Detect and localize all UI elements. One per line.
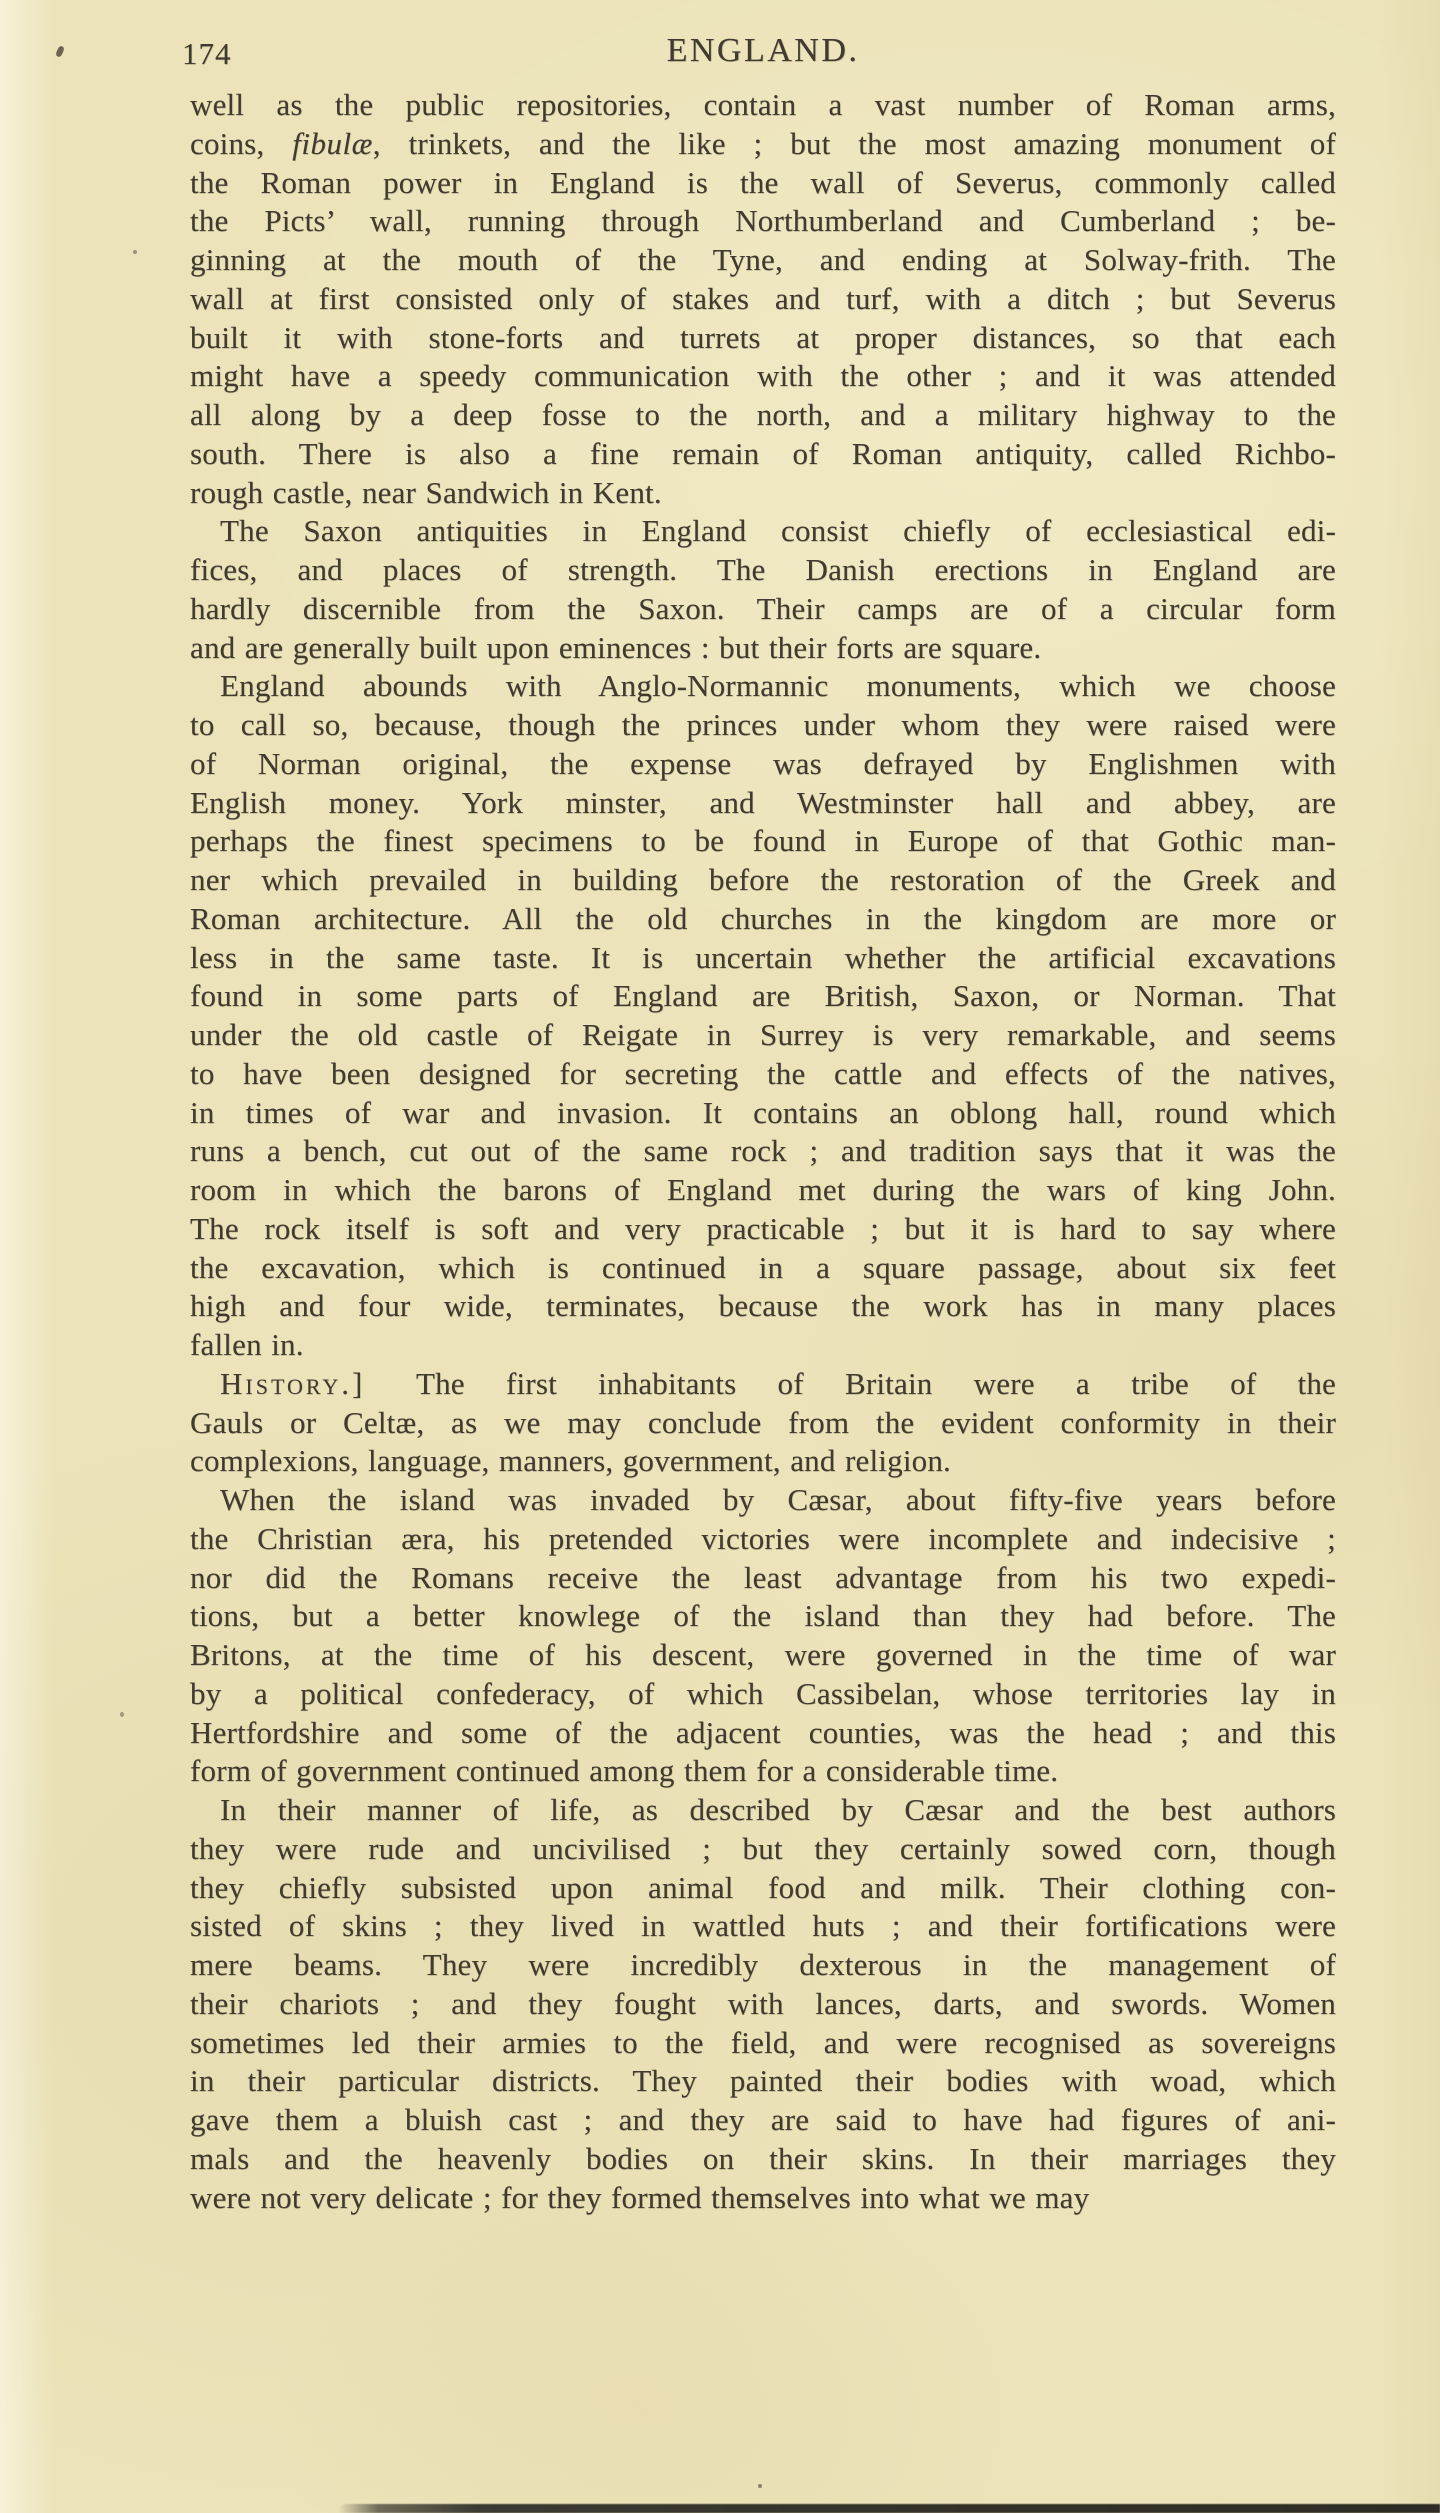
text-line: high and four wide, terminates, because the work has in many places (190, 1288, 1336, 1324)
text-line: hardly discernible from the Saxon. Their camps are of a circular form (190, 590, 1336, 626)
text-line: sisted of skins ; they lived in wattled huts ; and their fortifications were (190, 1908, 1336, 1944)
text-line: to have been designed for secreting the cattle and effects of the natives, (190, 1055, 1336, 1091)
ink-speck (133, 250, 137, 254)
text-line: tions, but a better knowlege of the island than they had before. The (190, 1598, 1336, 1634)
text-line: perhaps the finest specimens to be found in Europe of that Gothic man- (190, 823, 1336, 859)
text-line: When the island was invaded by Cæsar, about fifty-five years before (220, 1482, 1336, 1517)
text-line: The Saxon antiquities in England consist chiefly of ecclesiastical edi- (220, 513, 1336, 549)
text-line: rough castle, near Sandwich in Kent. (190, 474, 662, 510)
text-line: to call so, because, though the princes under whom they were raised were (190, 707, 1336, 742)
text-line: their chariots ; and they fought with lances, darts, and swords. Women (190, 1985, 1336, 2021)
text-line: wall at first consisted only of stakes and turf, with a ditch ; but Severus (190, 280, 1336, 316)
text-line: they chiefly subsisted upon animal food and milk. Their clothing con- (190, 1869, 1336, 1905)
ink-speck (758, 2484, 762, 2488)
paragraph (190, 512, 1336, 667)
ink-speck (55, 45, 65, 57)
text-line: ner which prevailed in building before the restoration of the Greek and (190, 862, 1336, 897)
text-line: of Norman original, the expense was defrayed by Englishmen with (190, 745, 1336, 781)
text-line: ginning at the mouth of the Tyne, and ending at Solway-frith. The (190, 242, 1336, 277)
paragraph (190, 1365, 1336, 1481)
text-line: English money. York minster, and Westminster hall and abbey, are (190, 784, 1336, 820)
text-line: they were rude and uncivilised ; but they certainly sowed corn, though (190, 1830, 1336, 1866)
text-line: mere beams. They were incredibly dexterous in the management of (190, 1947, 1336, 1982)
scan-edge-shadow (338, 2504, 1440, 2513)
text-line: form of government continued among them for a considerable time. (190, 1753, 1059, 1789)
text-line: In their manner of life, as described by Cæsar and the best authors (220, 1792, 1336, 1827)
text-line: England abounds with Anglo-Normannic monuments, which we choose (220, 668, 1336, 704)
page-text (190, 86, 1336, 2217)
ink-speck (120, 1712, 124, 1717)
text-line: and are generally built upon eminences : but their forts are square. (190, 629, 1042, 665)
paragraph (190, 1791, 1336, 2217)
text-line: The rock itself is soft and very practicable ; but it is hard to say where (190, 1210, 1336, 1246)
text-line: the Roman power in England is the wall of Severus, commonly called (190, 164, 1336, 200)
text-line: the excavation, which is continued in a square passage, about six feet (190, 1249, 1336, 1285)
text-line: gave them a bluish cast ; and they are said to have had figures of ani- (190, 2102, 1336, 2137)
text-line: under the old castle of Reigate in Surrey is very remarkable, and seems (190, 1017, 1336, 1052)
text-line: by a political confederacy, of which Cassibelan, whose territories lay in (190, 1675, 1336, 1711)
text-line: sometimes led their armies to the field, and were recognised as sovereigns (190, 2024, 1336, 2060)
text-line: less in the same taste. It is uncertain whether the artificial excavations (190, 939, 1336, 975)
text-line: Hertfordshire and some of the adjacent counties, was the head ; and this (190, 1714, 1336, 1750)
text-line: south. There is also a fine remain of Roman antiquity, called Richbo- (190, 435, 1336, 471)
text-line: fallen in. (190, 1327, 304, 1362)
running-head: ENGLAND. (666, 32, 860, 69)
text-line: room in which the barons of England met during the wars of king John. (190, 1172, 1336, 1207)
text-line: nor did the Romans receive the least advantage from his two expedi- (190, 1559, 1336, 1595)
text-line: complexions, language, manners, government, and religion. (190, 1443, 951, 1479)
text-line: were not very delicate ; for they formed themselves into what we may (190, 2179, 1090, 2215)
text-line: History.] The first inhabitants of Britain were a tribe of the (220, 1365, 1336, 1401)
text-line: the Picts’ wall, running through Northumberland and Cumberland ; be- (190, 203, 1336, 239)
text-line: coins, fibulæ, trinkets, and the like ; but the most amazing monument of (190, 125, 1336, 161)
text-line: all along by a deep fosse to the north, and a military highway to the (190, 397, 1336, 432)
text-line: in their particular districts. They painted their bodies with woad, which (190, 2063, 1336, 2099)
paragraph (190, 1481, 1336, 1791)
text-line: the Christian æra, his pretended victories were incomplete and indecisive ; (190, 1520, 1336, 1556)
text-line: Gauls or Celtæ, as we may conclude from the evident conformity in their (190, 1404, 1336, 1440)
text-line: runs a bench, cut out of the same rock ; and tradition says that it was the (190, 1133, 1336, 1169)
text-line: in times of war and invasion. It contains an oblong hall, round which (190, 1094, 1336, 1130)
page-number: 174 (182, 36, 232, 71)
paragraph (190, 86, 1336, 512)
text-line: Britons, at the time of his descent, were governed in the time of war (190, 1637, 1336, 1672)
text-line: well as the public repositories, contain a vast number of Roman arms, (190, 87, 1336, 122)
text-line: built it with stone-forts and turrets at proper distances, so that each (190, 319, 1336, 355)
paragraph (190, 667, 1336, 1365)
text-line: mals and the heavenly bodies on their skins. In their marriages they (190, 2140, 1336, 2176)
page-header (182, 32, 1336, 78)
text-line: might have a speedy communication with the other ; and it was attended (190, 358, 1336, 394)
text-line: found in some parts of England are British, Saxon, or Norman. That (190, 978, 1336, 1014)
text-line: Roman architecture. All the old churches in the kingdom are more or (190, 900, 1336, 936)
text-line: fices, and places of strength. The Danish erections in England are (190, 552, 1336, 587)
